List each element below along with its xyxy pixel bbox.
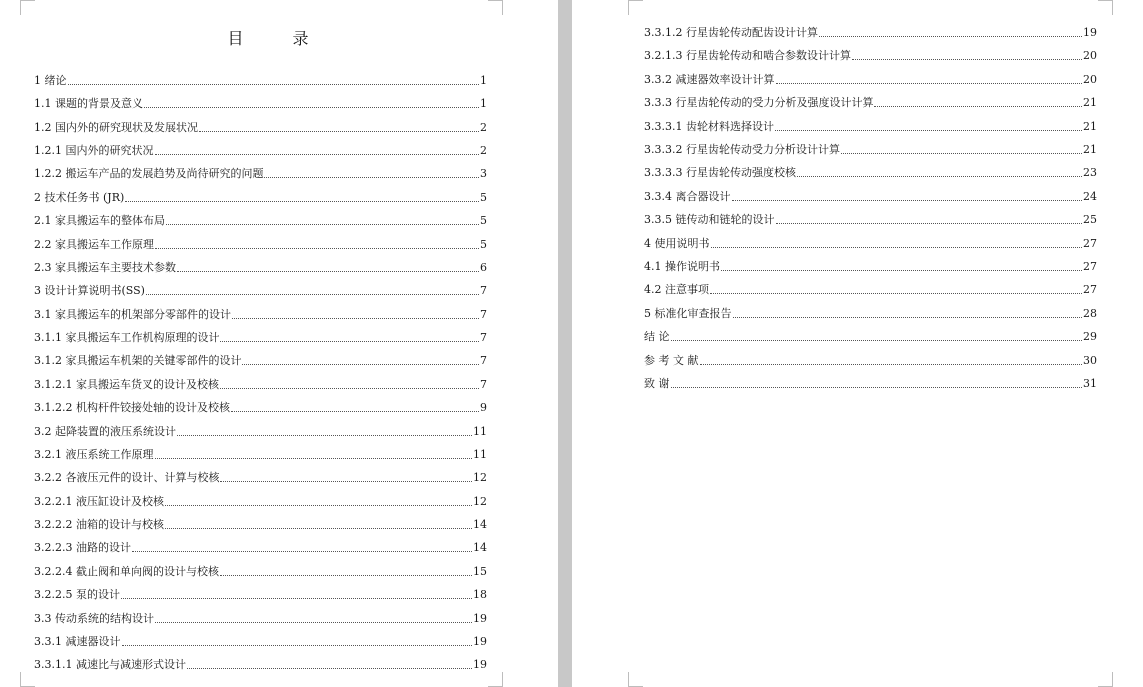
toc-entry-label: 3.3.1.2 行星齿轮传动配齿设计计算 (644, 26, 818, 39)
toc-entry[interactable] (34, 376, 487, 392)
dot-leader (819, 36, 1082, 37)
toc-entry-page-number: 9 (480, 401, 487, 415)
toc-entry[interactable] (644, 164, 1097, 180)
dot-leader (242, 364, 479, 365)
toc-entry-page-number: 5 (480, 190, 487, 204)
crop-mark (628, 672, 643, 687)
toc-entry-page-number: 25 (1083, 213, 1097, 227)
toc-entry[interactable] (34, 423, 487, 439)
toc-entry-page-number: 3 (480, 167, 487, 181)
toc-entry[interactable] (34, 259, 487, 275)
toc-entry-label: 3.2.2.5 泵的设计 (34, 588, 120, 602)
toc-entry[interactable] (644, 258, 1097, 274)
dot-leader (732, 200, 1083, 201)
toc-entry-label: 3.1.2 家具搬运车机架的关键零部件的设计 (34, 354, 242, 368)
dot-leader (220, 481, 472, 482)
toc-entry-label: 3.3 传动系统的结构设计 (34, 611, 154, 625)
toc-entry[interactable] (34, 563, 487, 579)
dot-leader (187, 668, 472, 669)
dot-leader (144, 107, 479, 108)
toc-entry-label: 3.2.1.3 行星齿轮传动和啮合参数设计计算 (644, 49, 851, 63)
dot-leader (155, 458, 473, 459)
toc-entry-label: 3.3.4 离合器设计 (644, 189, 731, 203)
dot-leader (776, 83, 1083, 84)
dot-leader (155, 248, 479, 249)
document-page-left (0, 0, 558, 687)
toc-entry-page-number: 12 (473, 471, 487, 485)
dot-leader (671, 340, 1083, 341)
toc-entry[interactable] (34, 469, 487, 485)
toc-entry-page-number: 27 (1083, 283, 1097, 297)
toc-entry[interactable] (34, 306, 487, 322)
toc-entry[interactable] (644, 71, 1097, 87)
toc-entry-label: 2 技术任务书 (JR) (34, 190, 125, 204)
toc-entry-page-number: 6 (480, 260, 487, 274)
toc-entry-label: 3.3.3.3 行星齿轮传动强度校核 (644, 166, 796, 180)
toc-entry-label: 3.3.5 链传动和链轮的设计 (644, 213, 775, 227)
toc-entry-page-number: 18 (473, 588, 487, 602)
dot-leader (177, 271, 479, 272)
dot-leader (841, 153, 1082, 154)
page-gap (558, 0, 572, 687)
toc-entry-label: 3.1.2.2 机构杆件铰接处轴的设计及校核 (34, 401, 230, 415)
toc-entry[interactable] (644, 118, 1097, 134)
dot-leader (700, 364, 1083, 365)
toc-entry-label: 致 谢 (644, 377, 670, 390)
dot-leader (710, 293, 1082, 294)
toc-entry-label: 结 论 (644, 330, 670, 344)
toc-entry[interactable] (34, 446, 487, 462)
toc-entry-label: 3.2 起降装置的液压系统设计 (34, 424, 176, 438)
toc-entry-page-number: 1 (480, 74, 487, 87)
dot-leader (852, 59, 1082, 60)
toc-entry-label: 3.3.2 减速器效率设计计算 (644, 72, 775, 86)
toc-entry[interactable] (34, 516, 487, 532)
toc-entry[interactable] (644, 352, 1097, 368)
toc-entry-label: 3.1.1 家具搬运车工作机构原理的设计 (34, 331, 220, 345)
toc-entry-page-number: 12 (473, 494, 487, 508)
toc-entry-page-number: 24 (1083, 189, 1097, 203)
dot-leader (68, 84, 480, 85)
toc-entry-label: 3.3.3.1 齿轮材料选择设计 (644, 119, 774, 133)
dot-leader (177, 435, 472, 436)
toc-entry-label: 2.3 家具搬运车主要技术参数 (34, 260, 176, 274)
toc-entry-page-number: 7 (480, 377, 487, 391)
toc-entry-label: 3.2.1 液压系统工作原理 (34, 447, 154, 461)
crop-mark (20, 0, 35, 15)
toc-entry[interactable] (34, 399, 487, 415)
toc-entry-label: 3.3.3.2 行星齿轮传动受力分析设计计算 (644, 143, 840, 156)
toc-entry[interactable] (34, 329, 487, 345)
toc-entry-label: 3 设计计算说明书(SS) (34, 284, 145, 298)
toc-entry-page-number: 7 (480, 331, 487, 345)
toc-entry-label: 3.2.2.1 液压缸设计及校核 (34, 494, 164, 508)
toc-entry-page-number: 11 (473, 424, 487, 438)
dot-leader (874, 106, 1082, 107)
toc-entry-label: 3.2.2.3 油路的设计 (34, 541, 131, 555)
toc-entry[interactable] (34, 236, 487, 252)
toc-entry[interactable] (34, 539, 487, 555)
toc-entry-page-number: 2 (480, 144, 487, 158)
toc-entry[interactable] (34, 189, 487, 205)
crop-mark (488, 672, 503, 687)
toc-entry[interactable] (34, 586, 487, 602)
toc-entry[interactable] (34, 142, 487, 158)
toc-entry-label: 2.2 家具搬运车工作原理 (34, 237, 154, 251)
dot-leader (146, 294, 479, 295)
toc-entry-page-number: 14 (473, 541, 487, 555)
toc-entry[interactable] (644, 188, 1097, 204)
toc-entry-page-number: 7 (480, 354, 487, 368)
dot-leader (775, 130, 1082, 131)
toc-entry-label: 3.2.2.2 油箱的设计与校核 (34, 518, 164, 532)
toc-entry-page-number: 5 (480, 214, 487, 228)
toc-entry-page-number: 11 (473, 447, 487, 461)
toc-entry[interactable] (644, 24, 1097, 40)
crop-mark (1098, 0, 1113, 15)
toc-entry-label: 2.1 家具搬运车的整体布局 (34, 214, 165, 228)
toc-entry-page-number: 29 (1083, 330, 1097, 344)
dot-leader (155, 622, 472, 623)
toc-entry-page-number: 27 (1083, 236, 1097, 250)
dot-leader (122, 645, 473, 646)
crop-mark (628, 0, 643, 15)
toc-entry-page-number: 21 (1083, 96, 1097, 110)
dot-leader (264, 177, 479, 178)
dot-leader (232, 318, 479, 319)
toc-entry-label: 1.2.2 搬运车产品的发展趋势及尚待研究的问题 (34, 167, 264, 181)
toc-entry-page-number: 23 (1083, 166, 1097, 180)
toc-entry-page-number: 27 (1083, 260, 1097, 273)
toc-entry-page-number: 30 (1083, 353, 1097, 367)
toc-entry-page-number: 15 (473, 564, 487, 578)
toc-entry-page-number: 1 (480, 97, 487, 111)
toc-entry-label: 3.3.3 行星齿轮传动的受力分析及强度设计计算 (644, 96, 874, 110)
dot-leader (721, 270, 1082, 271)
dot-leader (165, 505, 472, 506)
toc-entry[interactable] (644, 281, 1097, 297)
toc-entry[interactable] (34, 119, 487, 135)
toc-entry[interactable] (34, 352, 487, 368)
dot-leader (121, 598, 472, 599)
toc-entry-label: 1.1 课题的背景及意义 (34, 97, 143, 111)
toc-entry[interactable] (34, 656, 487, 672)
toc-title: 目 录 (227, 29, 331, 48)
dot-leader (671, 387, 1083, 388)
dot-leader (776, 223, 1083, 224)
toc-entry-page-number: 28 (1083, 306, 1097, 320)
toc-entry[interactable] (34, 493, 487, 509)
dot-leader (220, 388, 479, 389)
toc-entry-page-number: 19 (473, 634, 487, 648)
dot-leader (166, 224, 479, 225)
toc-entry[interactable] (644, 305, 1097, 321)
crop-mark (1098, 672, 1113, 687)
toc-entry-page-number: 20 (1083, 72, 1097, 86)
document-page-right (572, 0, 1143, 687)
toc-entry-label: 参 考 文 献 (644, 353, 699, 367)
toc-entry[interactable] (34, 165, 487, 181)
dot-leader (797, 176, 1082, 177)
toc-entry-page-number: 21 (1083, 119, 1097, 133)
dot-leader (220, 575, 472, 576)
toc-entry-label: 3.2.2 各液压元件的设计、计算与校核 (34, 471, 220, 485)
toc-entry[interactable] (644, 375, 1097, 391)
toc-entry-label: 5 标准化审查报告 (644, 306, 732, 320)
toc-entry[interactable] (644, 47, 1097, 63)
toc-entry-page-number: 19 (473, 658, 487, 672)
toc-entry-page-number: 19 (473, 611, 487, 625)
toc-entry-label: 3.1.2.1 家具搬运车货叉的设计及校核 (34, 377, 219, 391)
toc-entry-label: 1.2 国内外的研究现状及发展状况 (34, 120, 198, 134)
toc-entry[interactable] (644, 141, 1097, 157)
dot-leader (711, 247, 1083, 248)
toc-entry[interactable] (34, 610, 487, 626)
toc-entry[interactable] (34, 633, 487, 649)
toc-entry-page-number: 7 (480, 307, 487, 321)
toc-entry-label: 3.3.1.1 减速比与减速形式设计 (34, 658, 186, 672)
toc-entry-page-number: 7 (480, 284, 487, 298)
dot-leader (165, 528, 472, 529)
toc-entry-label: 3.2.2.4 截止阀和单向阀的设计与校核 (34, 564, 219, 578)
toc-entry-label: 4 使用说明书 (644, 236, 710, 250)
dot-leader (155, 154, 480, 155)
toc-entry-page-number: 2 (480, 120, 487, 134)
toc-entry[interactable] (644, 94, 1097, 110)
toc-entry-page-number: 20 (1083, 49, 1097, 63)
dot-leader (132, 551, 472, 552)
toc-entry-page-number: 21 (1083, 143, 1097, 156)
dot-leader (199, 131, 479, 132)
toc-entry-page-number: 14 (473, 518, 487, 532)
toc-entry[interactable] (34, 282, 487, 298)
toc-entry-label: 3.3.1 减速器设计 (34, 634, 121, 648)
toc-entry-page-number: 5 (480, 237, 487, 251)
crop-mark (20, 672, 35, 687)
crop-mark (488, 0, 503, 15)
toc-entry-label: 4.1 操作说明书 (644, 260, 720, 273)
dot-leader (733, 317, 1083, 318)
toc-entry[interactable] (644, 235, 1097, 251)
toc-entry-label: 3.1 家具搬运车的机架部分零部件的设计 (34, 307, 231, 321)
toc-entry-page-number: 19 (1083, 26, 1097, 39)
toc-entry[interactable] (644, 328, 1097, 344)
dot-leader (231, 411, 479, 412)
dot-leader (125, 201, 479, 202)
dot-leader (220, 341, 479, 342)
toc-entry[interactable] (34, 212, 487, 228)
toc-entry-label: 1 绪论 (34, 74, 67, 87)
toc-entry-label: 4.2 注意事项 (644, 283, 709, 297)
toc-entry-label: 1.2.1 国内外的研究状况 (34, 144, 154, 158)
toc-entry[interactable] (644, 211, 1097, 227)
toc-entry-page-number: 31 (1083, 377, 1097, 390)
toc-entry[interactable] (34, 72, 487, 88)
toc-entry[interactable] (34, 95, 487, 111)
